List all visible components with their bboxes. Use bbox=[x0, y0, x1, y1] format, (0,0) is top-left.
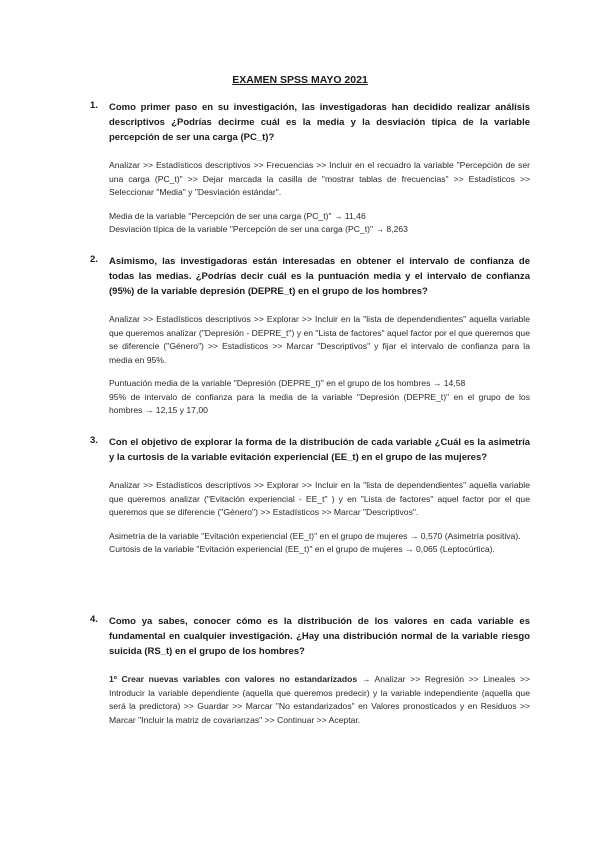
procedure-text: Analizar >> Estadísticos descriptivos >> Explorar >> Incluir en la "lista de dependendientes" aquella variable que queremos analizar ("Evitación experiencial - EE_t" ) y en "Lista de factores" aquel factor por el que queremos que se diferencie ("Género") >> Estadísticos >> Marcar "Descriptivos". bbox=[109, 480, 530, 517]
procedure-text: Analizar >> Estadísticos descriptivos >> Explorar >> Incluir en la "lista de dependendientes" aquella variable que queremos analizar ("Depresión - DEPRE_t") y en "Lista de factores" aquel factor por el que queremos que se diferencie ("Género") >> Estadísticos >> Marcar "Descriptivos" y fijar el intervalo de confianza para la media en 95%. bbox=[109, 314, 530, 365]
answer-block bbox=[109, 673, 530, 727]
question-text: Como primer paso en su investigación, las investigadoras han decidido realizar análisis descriptivos ¿Podrías decirme cuál es la media y la desviación típica de la variable percepción de ser una carga (PC_t)? bbox=[109, 102, 530, 143]
question-number: 4. bbox=[90, 614, 98, 625]
question-number: 2. bbox=[90, 254, 98, 265]
question-4 bbox=[90, 614, 530, 727]
question-number: 3. bbox=[90, 435, 98, 446]
result-line: Desviación típica de la variable "Percepción de ser una carga (PC_t)" → 8,263 bbox=[109, 224, 408, 234]
document-title: EXAMEN SPSS MAYO 2021 bbox=[232, 74, 368, 86]
procedure-text: Analizar >> Estadísticos descriptivos >> Frecuencias >> Incluir en el recuadro la variable "Percepción de ser una carga (PC_t)" >> Dejar marcada la casilla de "mostrar tablas de frecuencias" >> Estadísticos >> Seleccionar "Media" y "Desviación estándar". bbox=[109, 160, 530, 197]
result-line: Media de la variable "Percepción de ser una carga (PC_t)" → 11,46 bbox=[109, 210, 366, 221]
question-text: Como ya sabes, conocer cómo es la distribución de los valores en cada variable es fundamental en cualquier investigación. ¿Hay una distribución normal de la variable riesgo suicida (RS_t) en el grupo de los hombres? bbox=[109, 616, 530, 657]
question-text: Asimismo, las investigadoras están interesadas en obtener el intervalo de confianza de todas las medias. ¿Podrías decir cuál es la puntuación media y el intervalo de confianza (95%) de la variable depresión (DEPRE_t) en el grupo de los hombres? bbox=[109, 256, 530, 297]
result-line: Curtosis de la variable "Evitación experiencial (EE_t)" en el grupo de mujeres → 0,065 (Leptocúrtica). bbox=[109, 544, 495, 554]
step-label: 1º Crear nuevas variables con valores no estandarizados bbox=[109, 674, 358, 684]
question-text: Con el objetivo de explorar la forma de la distribución de cada variable ¿Cuál es la asimetría y la curtosis de la variable evitación experiencial (EE_t) en el grupo de las mujeres? bbox=[109, 437, 530, 463]
question-3 bbox=[90, 435, 530, 557]
answer-block bbox=[109, 313, 530, 418]
procedure-text: → Analizar >> Regresión >> Lineales >> Introducir la variable dependiente (aquella que queremos predecir) y la variable independiente (aquella que será la predictora) >> Guardar >> Marcar "No estandarizados" en Valores pronosticados y en Residuos >> Marcar "Incluir la matriz de covarianzas" >> Continuar >> Aceptar. bbox=[109, 674, 530, 725]
question-1 bbox=[90, 100, 530, 237]
step-paragraph bbox=[109, 673, 530, 727]
result-line: Puntuación media de la variable "Depresión (DEPRE_t)" en el grupo de los hombres → 14,58 bbox=[109, 378, 466, 388]
result-line: 95% de intervalo de confianza para la media de la variable "Depresión (DEPRE_t)" en el grupo de los hombres → 12,15 y 17,00 bbox=[109, 391, 530, 415]
answer-block bbox=[109, 159, 530, 237]
question-2 bbox=[90, 254, 530, 418]
result-line: Asimetría de la variable "Evitación experiencial (EE_t)" en el grupo de mujeres → 0,570 (Asimetría positiva). bbox=[109, 530, 521, 541]
question-number: 1. bbox=[90, 100, 98, 111]
answer-block bbox=[109, 479, 530, 557]
